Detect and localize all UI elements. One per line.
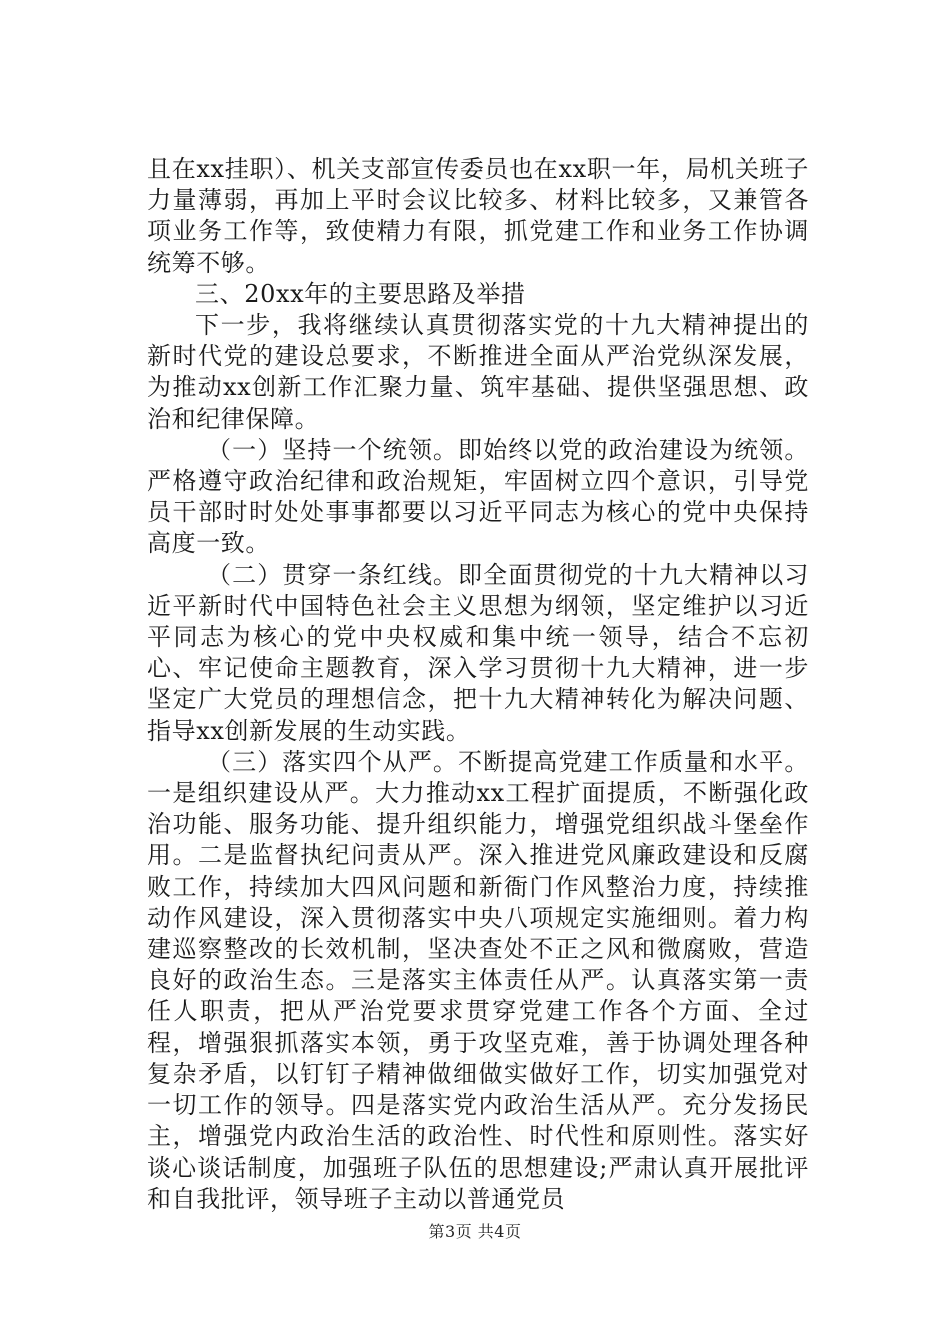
page-number-footer: 第3页 共4页 [428, 1222, 522, 1241]
paragraph-item-one: （一）坚持一个统领。即始终以党的政治建设为统领。严格遵守政治纪律和政治规矩，牢固树立四个意识，引导党员干部时时处处事事都要以习近平同志为核心的党中央保持高度一致。 [147, 435, 809, 558]
document-body [147, 154, 809, 1215]
paragraph-item-three: （三）落实四个从严。不断提高党建工作质量和水平。一是组织建设从严。大力推动xx工程扩面提质，不断强化政治功能、服务功能、提升组织能力，增强党组织战斗堡垒作用。二是监督执纪问责从严。深入推进党风廉政建设和反腐败工作，持续加大四风问题和新衙门作风整治力度，持续推动作风建设，深入贯彻落实中央八项规定实施细则。着力构建巡察整改的长效机制，坚决查处不正之风和微腐败，营造良好的政治生态。三是落实主体责任从严。认真落实第一责任人职责，把从严治党要求贯穿党建工作各个方面、全过程，增强狠抓落实本领，勇于攻坚克难，善于协调处理各种复杂矛盾，以钉钉子精神做细做实做好工作，切实加强党对一切工作的领导。四是落实党内政治生活从严。充分发扬民主，增强党内政治生活的政治性、时代性和原则性。落实好谈心谈话制度，加强班子队伍的思想建设;严肃认真开展批评和自我批评，领导班子主动以普通党员 [147, 747, 809, 1213]
paragraph-item-two: （二）贯穿一条红线。即全面贯彻党的十九大精神以习近平新时代中国特色社会主义思想为纲领，坚定维护以习近平同志为核心的党中央权威和集中统一领导，结合不忘初心、牢记使命主题教育，深入学习贯彻十九大精神，进一步坚定广大党员的理想信念，把十九大精神转化为解决问题、指导xx创新发展的生动实践。 [147, 560, 809, 745]
paragraph-next-step: 下一步，我将继续认真贯彻落实党的十九大精神提出的新时代党的建设总要求，不断推进全面从严治党纵深发展，为推动xx创新工作汇聚力量、筑牢基础、提供坚强思想、政治和纪律保障。 [147, 311, 809, 433]
paragraph-continuation: 且在xx挂职）、机关支部宣传委员也在xx职一年，局机关班子力量薄弱，再加上平时会议比较多、材料比较多，又兼管各项业务工作等，致使精力有限，抓党建工作和业务工作协调统筹不够。 [147, 155, 809, 277]
section-heading: 三、20xx年的主要思路及举措 [195, 279, 526, 308]
